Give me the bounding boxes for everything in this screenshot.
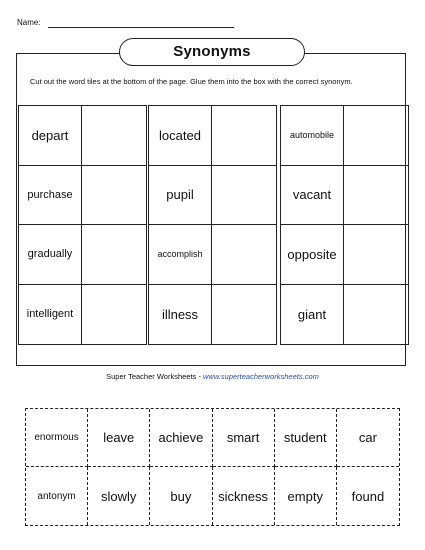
word-group-1: [18, 105, 147, 345]
word-tile[interactable]: student: [275, 409, 337, 467]
glue-box[interactable]: [344, 225, 408, 284]
word-row: [281, 166, 408, 226]
word-cell: illness: [149, 285, 212, 345]
page-title: Synonyms: [119, 38, 305, 66]
glue-box[interactable]: [344, 166, 408, 225]
glue-box[interactable]: [82, 225, 146, 284]
word-cell: opposite: [281, 225, 344, 284]
word-row: [19, 225, 146, 285]
word-tile[interactable]: antonym: [26, 467, 88, 525]
word-cell: automobile: [281, 106, 344, 165]
word-tile[interactable]: sickness: [213, 467, 275, 525]
word-tile[interactable]: slowly: [88, 467, 150, 525]
word-cell: accomplish: [149, 225, 212, 284]
word-tile[interactable]: smart: [213, 409, 275, 467]
word-tile[interactable]: buy: [150, 467, 212, 525]
glue-box[interactable]: [82, 285, 146, 345]
instructions-text: Cut out the word tiles at the bottom of the page. Glue them into the box with the correct synonym.: [30, 77, 353, 86]
word-row: [19, 106, 146, 166]
glue-box[interactable]: [344, 106, 408, 165]
name-label: Name:: [17, 18, 41, 27]
word-tile[interactable]: achieve: [150, 409, 212, 467]
footer-credit: [0, 372, 425, 381]
word-row: [149, 166, 276, 226]
glue-box[interactable]: [212, 106, 276, 165]
word-cell: vacant: [281, 166, 344, 225]
glue-box[interactable]: [82, 166, 146, 225]
word-row: [281, 106, 408, 166]
word-row: [149, 285, 276, 345]
word-row: [281, 225, 408, 285]
word-row: [19, 166, 146, 226]
glue-box[interactable]: [212, 225, 276, 284]
word-tile[interactable]: car: [337, 409, 399, 467]
word-cell: giant: [281, 285, 344, 345]
word-cell: purchase: [19, 166, 82, 225]
glue-box[interactable]: [82, 106, 146, 165]
glue-box[interactable]: [344, 285, 408, 345]
word-cell: intelligent: [19, 285, 82, 345]
word-cell: depart: [19, 106, 82, 165]
word-tile[interactable]: enormous: [26, 409, 88, 467]
footer-brand: Super Teacher Worksheets -: [106, 372, 203, 381]
footer-url-link[interactable]: www.superteacherworksheets.com: [202, 372, 319, 381]
name-field-line[interactable]: [48, 27, 234, 28]
word-tile[interactable]: empty: [275, 467, 337, 525]
word-group-3: [280, 105, 409, 345]
glue-box[interactable]: [212, 166, 276, 225]
word-tile[interactable]: found: [351, 488, 385, 504]
glue-box[interactable]: [212, 285, 276, 345]
word-cell: pupil: [149, 166, 212, 225]
word-row: [149, 106, 276, 166]
word-cell: gradually: [19, 225, 82, 284]
word-group-2: [148, 105, 277, 345]
word-cell: located: [149, 106, 212, 165]
word-tile[interactable]: leave: [88, 409, 150, 467]
cut-out-tiles: [25, 408, 400, 526]
word-row: [149, 225, 276, 285]
word-row: [19, 285, 146, 345]
word-row: [281, 285, 408, 345]
